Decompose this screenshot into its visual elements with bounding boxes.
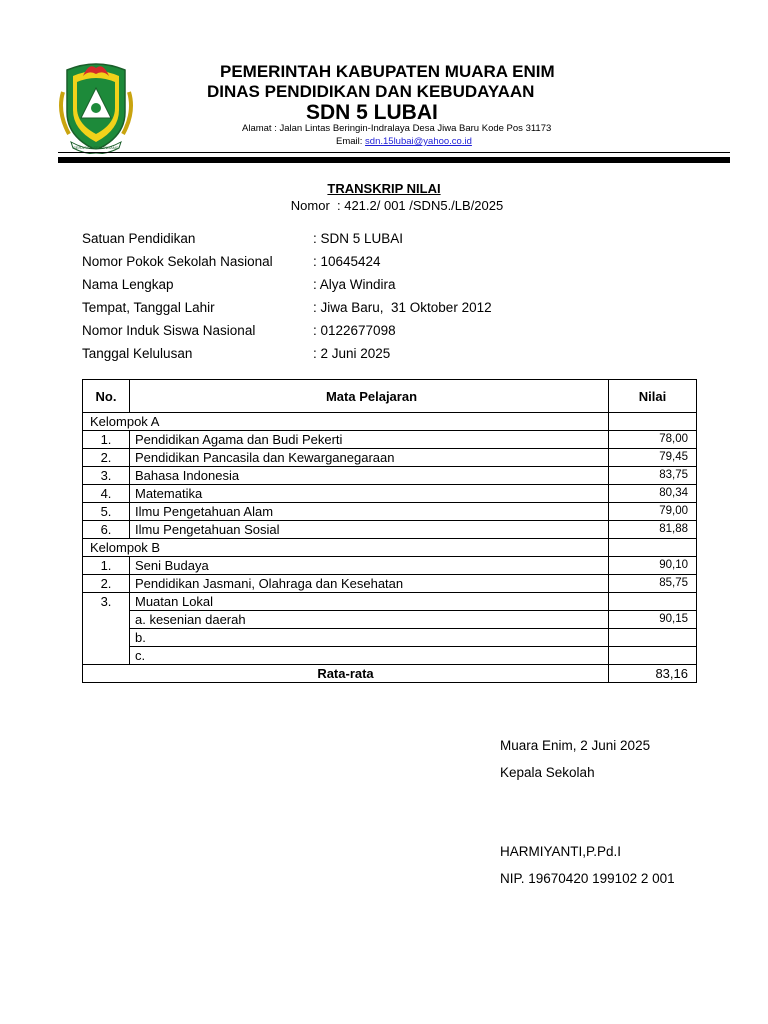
info-value: : Alya Windira xyxy=(313,277,396,292)
row-score: 90,15 xyxy=(609,611,697,629)
average-value: 83,16 xyxy=(609,665,697,683)
row-score: 83,75 xyxy=(609,467,697,485)
row-score: 79,45 xyxy=(609,449,697,467)
department-name: DINAS PENDIDIKAN DAN KEBUDAYAAN xyxy=(207,82,535,101)
row-no: 6. xyxy=(83,521,130,539)
row-no xyxy=(83,629,130,647)
row-subject: Pendidikan Agama dan Budi Pekerti xyxy=(130,431,609,449)
row-subject: Pendidikan Jasmani, Olahraga dan Kesehatan xyxy=(130,575,609,593)
row-no xyxy=(83,611,130,629)
table-row xyxy=(83,503,697,521)
row-subject: Matematika xyxy=(130,485,609,503)
table-row xyxy=(83,647,697,665)
info-label: Nama Lengkap xyxy=(82,277,174,292)
table-row xyxy=(83,557,697,575)
school-name: SDN 5 LUBAI xyxy=(306,101,438,124)
info-row-nisn xyxy=(82,323,582,346)
row-subject: b. xyxy=(130,629,609,647)
info-value: : 10645424 xyxy=(313,254,381,269)
average-label: Rata-rata xyxy=(83,665,609,683)
logo-motto: SERASAN SEKUNDANG xyxy=(73,145,119,150)
row-subject: Bahasa Indonesia xyxy=(130,467,609,485)
group-row xyxy=(83,413,697,431)
government-name: PEMERINTAH KABUPATEN MUARA ENIM xyxy=(220,62,555,81)
row-subject: Ilmu Pengetahuan Alam xyxy=(130,503,609,521)
row-no: 1. xyxy=(83,557,130,575)
row-score: 78,00 xyxy=(609,431,697,449)
row-no: 2. xyxy=(83,449,130,467)
row-subject: Muatan Lokal xyxy=(130,593,609,611)
row-score xyxy=(609,593,697,611)
document-title: TRANSKRIP NILAI xyxy=(327,181,441,196)
signature-nip: NIP. 19670420 199102 2 001 xyxy=(500,871,675,886)
table-row xyxy=(83,611,697,629)
table-row xyxy=(83,521,697,539)
average-row xyxy=(83,665,697,683)
info-value: : 0122677098 xyxy=(313,323,396,338)
table-row xyxy=(83,485,697,503)
row-subject: Pendidikan Pancasila dan Kewarganegaraan xyxy=(130,449,609,467)
row-subject: Seni Budaya xyxy=(130,557,609,575)
email-label: Email: xyxy=(336,136,366,147)
signature-name: HARMIYANTI,P.Pd.I xyxy=(500,844,622,859)
info-row-name xyxy=(82,277,582,300)
group-b-label: Kelompok B xyxy=(83,539,609,557)
group-b-score xyxy=(609,539,697,557)
table-header-row xyxy=(83,380,697,413)
table-row xyxy=(83,449,697,467)
header-divider-thick xyxy=(58,157,730,163)
row-no xyxy=(83,647,130,665)
school-email-line xyxy=(336,136,472,147)
header-subject: Mata Pelajaran xyxy=(130,380,609,413)
signature-position: Kepala Sekolah xyxy=(500,765,595,780)
row-no: 3. xyxy=(83,593,130,611)
info-value: : SDN 5 LUBAI xyxy=(313,231,404,246)
grades-table xyxy=(82,379,697,683)
row-score: 90,10 xyxy=(609,557,697,575)
info-label: Tempat, Tanggal Lahir xyxy=(82,300,215,315)
row-subject: Ilmu Pengetahuan Sosial xyxy=(130,521,609,539)
table-row xyxy=(83,431,697,449)
row-score: 81,88 xyxy=(609,521,697,539)
row-score: 80,34 xyxy=(609,485,697,503)
row-score xyxy=(609,647,697,665)
row-no: 1. xyxy=(83,431,130,449)
info-label: Tanggal Kelulusan xyxy=(82,346,193,361)
header-no: No. xyxy=(83,380,130,413)
row-no: 5. xyxy=(83,503,130,521)
info-row-graduation xyxy=(82,346,582,369)
info-value: : Jiwa Baru, 31 Oktober 2012 xyxy=(313,300,492,315)
school-address: Alamat : Jalan Lintas Beringin-Indralaya Desa Jiwa Baru Kode Pos 31173 xyxy=(242,123,552,134)
regency-emblem-logo xyxy=(55,62,137,154)
info-value: : 2 Juni 2025 xyxy=(313,346,391,361)
row-score xyxy=(609,629,697,647)
row-no: 4. xyxy=(83,485,130,503)
info-row-npsn xyxy=(82,254,582,277)
info-label: Nomor Induk Siswa Nasional xyxy=(82,323,256,338)
row-score: 79,00 xyxy=(609,503,697,521)
row-no: 3. xyxy=(83,467,130,485)
document-number: Nomor : 421.2/ 001 /SDN5./LB/2025 xyxy=(290,198,504,213)
row-subject: a. kesenian daerah xyxy=(130,611,609,629)
email-link[interactable]: sdn.15lubai@yahoo.co.id xyxy=(365,136,472,147)
group-a-label: Kelompok A xyxy=(83,413,609,431)
info-label: Nomor Pokok Sekolah Nasional xyxy=(82,254,273,269)
header-divider-thin xyxy=(58,152,730,153)
row-score: 85,75 xyxy=(609,575,697,593)
table-row xyxy=(83,629,697,647)
group-row xyxy=(83,539,697,557)
row-subject: c. xyxy=(130,647,609,665)
table-row xyxy=(83,575,697,593)
signature-place-date: Muara Enim, 2 Juni 2025 xyxy=(500,738,651,753)
student-info xyxy=(82,231,582,369)
group-a-score xyxy=(609,413,697,431)
info-row-birth xyxy=(82,300,582,323)
table-row xyxy=(83,467,697,485)
info-row-school xyxy=(82,231,582,254)
header-score: Nilai xyxy=(609,380,697,413)
row-no: 2. xyxy=(83,575,130,593)
info-label: Satuan Pendidikan xyxy=(82,231,196,246)
table-row xyxy=(83,593,697,611)
